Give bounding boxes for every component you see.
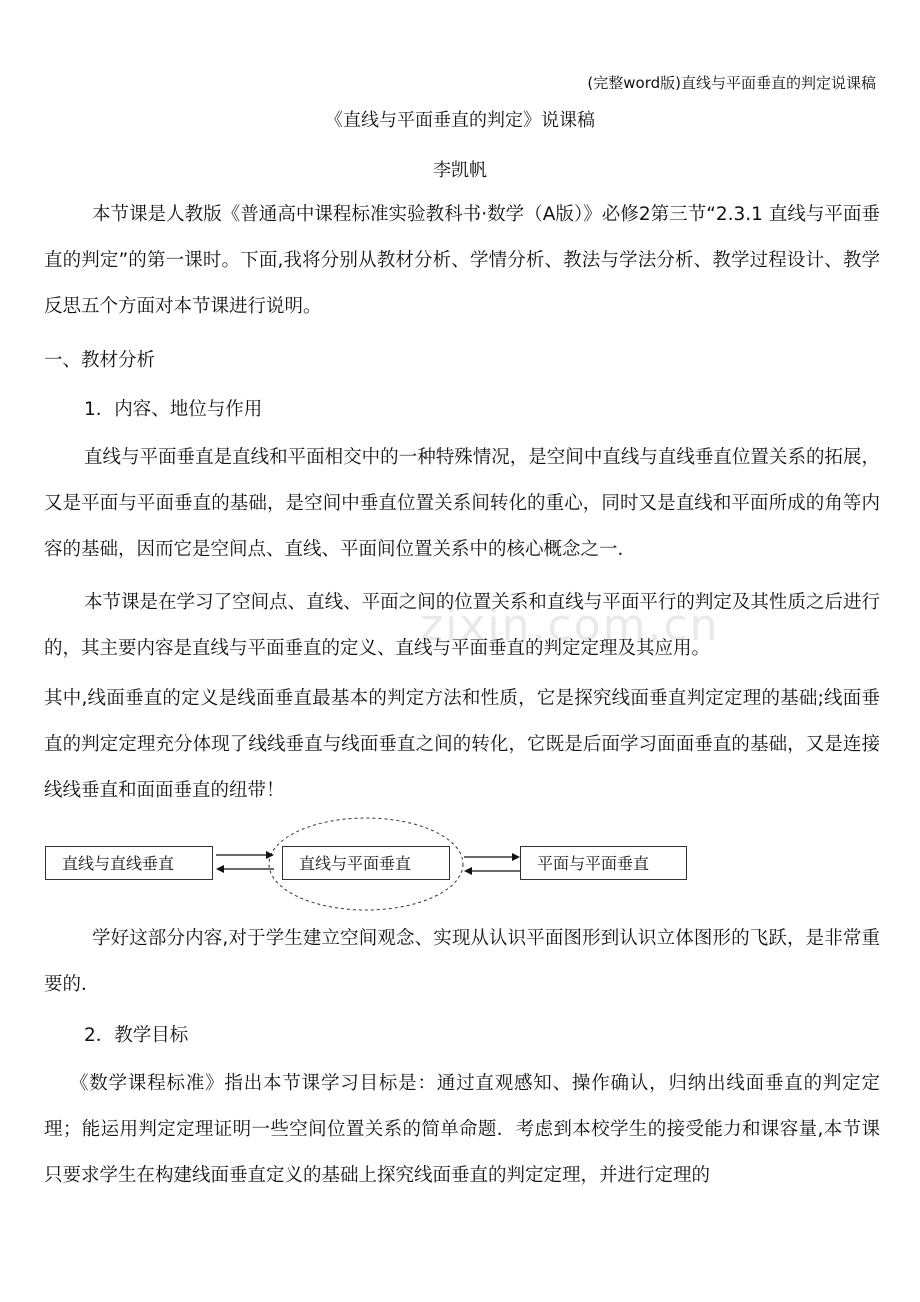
section-heading: 一、教材分析 bbox=[44, 350, 156, 371]
arrowhead-right-1 bbox=[266, 851, 274, 859]
subsection-heading: 1．内容、地位与作用 bbox=[84, 399, 263, 420]
page-header: (完整word版)直线与平面垂直的判定说课稿 bbox=[587, 74, 876, 92]
arrowhead-right-2 bbox=[512, 853, 520, 861]
body-paragraph: 学好这部分内容,对于学生建立空间观念、实现从认识平面图形到认识立体图形的飞跃，是非常重要的． bbox=[44, 928, 880, 995]
body-paragraph: 《数学课程标准》指出本节课学习目标是：通过直观感知、操作确认，归纳出线面垂直的判定定理；能运用判定定理证明一些空间位置关系的简单命题．考虑到本校学生的接受能力和课容量,本节课只要求学生在构建线面垂直定义的基础上探究线面垂直的判定定理，并进行定理的 bbox=[44, 1073, 880, 1186]
body-paragraph: 直线与平面垂直是直线和平面相交中的一种特殊情况，是空间中直线与直线垂直位置关系的拓展，又是平面与平面垂直的基础，是空间中垂直位置关系间转化的重心，同时又是直线和平面所成的角等内容的基础，因而它是空间点、直线、平面间位置关系中的核心概念之一． bbox=[44, 447, 880, 560]
body-paragraph: 本节课是在学习了空间点、直线、平面之间的位置关系和直线与平面平行的判定及其性质之后进行的，其主要内容是直线与平面垂直的定义、直线与平面垂直的判定定理及其应用。 bbox=[44, 592, 880, 659]
body-paragraph: 其中,线面垂直的定义是线面垂直最基本的判定方法和性质，它是探究线面垂直判定定理的基础;线面垂直的判定定理充分体现了线线垂直与线面垂直之间的转化，它既是后面学习面面垂直的基础，又是连接线线垂直和面面垂直的纽带！ bbox=[44, 688, 880, 801]
intro-paragraph: 本节课是人教版《普通高中课程标准实验教科书·数学（A版）》必修2第三节“2.3.1 直线与平面垂直的判定”的第一课时。下面,我将分别从教材分析、学情分析、教法与学法分析、教学过程设计、教学反思五个方面对本节课进行说明。 bbox=[44, 204, 880, 317]
box-line-plane-perpendicular: 直线与平面垂直 bbox=[282, 846, 450, 880]
subsection-heading: 2．教学目标 bbox=[84, 1025, 189, 1046]
watermark: zixin.com.cn bbox=[420, 600, 720, 651]
author-name: 李凯帆 bbox=[433, 160, 487, 181]
document-title: 《直线与平面垂直的判定》说课稿 bbox=[325, 110, 595, 131]
box-line-line-perpendicular: 直线与直线垂直 bbox=[45, 846, 213, 880]
box-plane-plane-perpendicular: 平面与平面垂直 bbox=[520, 846, 687, 880]
arrowhead-left-1 bbox=[216, 865, 224, 873]
arrowhead-left-2 bbox=[464, 867, 472, 875]
